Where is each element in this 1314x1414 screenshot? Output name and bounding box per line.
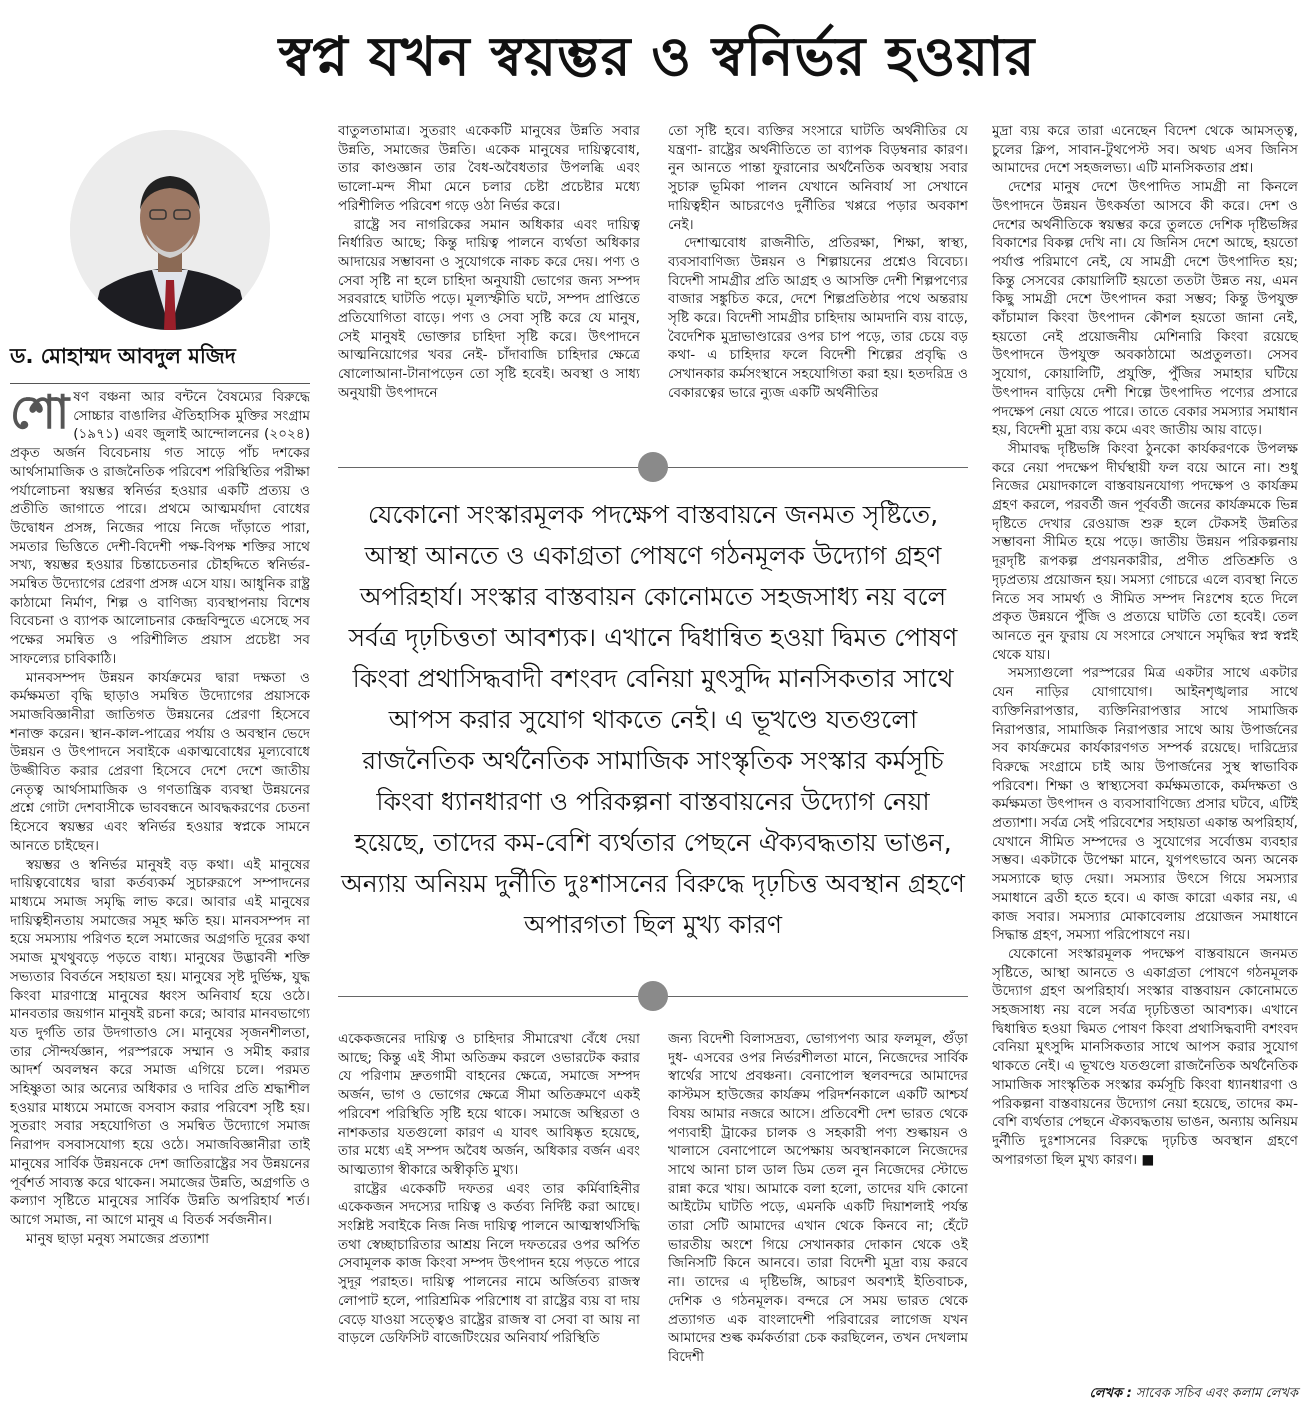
pull-quote-bottom-dot	[638, 981, 668, 1011]
author-credit	[992, 1384, 1298, 1405]
column-2-bottom	[338, 1030, 640, 1406]
column-4	[992, 122, 1298, 1380]
pull-quote-top-dot	[638, 452, 668, 482]
paragraph: রাষ্ট্রের একেকটি দফতর এবং তার কর্মিবাহিনীর একেকজন সদস্যের দায়িত্ব ও কর্তব্য নির্দিষ্ট করা আছে। সংশ্লিষ্ট সবাইকে নিজ নিজ দায়িত্ব পালনে আত্মস্বার্থসিদ্ধি তথা স্বেচ্ছাচারিতার আশ্রয় নিলে দফতরের ওপর অর্পিত সেবামূলক কাজ কিংবা সম্পদ উৎপাদন হয়ে পড়তে পারে সুদূর পরাহত। দায়িত্ব পালনের নামে অর্জিতব্য রাজস্ব লোপাট হলে, পারিশ্রমিক পরিশোধ বা রাষ্ট্রের ব্যয় বা দায় বেড়ে যাওয়া সত্ত্বেও রাষ্ট্রের রাজস্ব বা সেবা বা আয় না বাড়লে ডেফিসিট বাজেটিংয়ের অনিবার্য পরিস্থিতি	[338, 1180, 640, 1347]
pull-quote: যেকোনো সংস্কারমূলক পদক্ষেপ বাস্তবায়নে জনমত সৃষ্টিতে, আস্থা আনতে ও একাগ্রতা পোষণে গঠনমূলক উদ্যোগ গ্রহণ অপরিহার্য। সংস্কার বাস্তবায়ন কোনোমতে সহজসাধ্য নয় বলে সর্বত্র দৃঢ়চিত্ততা আবশ্যক। এখানে দ্বিধান্বিত হওয়া দ্বিমত পোষণ কিংবা প্রথাসিদ্ধবাদী বশংবদ বেনিয়া মুৎসুদ্দি মানসিকতার সাথে আপস করার সুযোগ থাকতে নেই। এ ভূখণ্ডে যতগুলো রাজনৈতিক অর্থনৈতিক সামাজিক সাংস্কৃতিক সংস্কার কর্মসূচি কিংবা ধ্যানধারণা ও পরিকল্পনা বাস্তবায়নের উদ্যোগ নেয়া হয়েছে, তাদের কম-বেশি ব্যর্থতার পেছনে ঐক্যবদ্ধতায় ভাঙন, অন্যায় অনিয়ম দুর্নীতি দুঃশাসনের বিরুদ্ধে দৃঢ়চিত্ত অবস্থান গ্রহণে অপারগতা ছিল মুখ্য কারণ	[341, 500, 965, 939]
column-3-bottom	[668, 1030, 968, 1406]
paragraph: সীমাবদ্ধ দৃষ্টিভঙ্গি কিংবা ঠুনকো কার্যকরণকে উপলক্ষ করে নেয়া পদক্ষেপ দীর্ঘস্থায়ী ফল বয়ে আনে না। শুধু নিজের মেয়াদকালে বাস্তবায়নযোগ্য পদক্ষেপ ও কার্যক্রম গ্রহণ করলে, পরবর্তী জন পূর্ববর্তী জনের কার্যক্রমকে ভিন্ন দৃষ্টিতে দেখার রেওয়াজ শুরু হলে টেকসই উন্নতির সম্ভাবনা সীমিত হয়ে পড়ে। জাতীয় উন্নয়ন পরিকল্পনায় দূরদৃষ্টি রূপকল্প প্রণয়নকারীর, প্রণীত প্রতিশ্রুতি ও দৃঢ়প্রত্যয় প্রয়োজন হয়। সমস্যা গোচরে এলে ব্যবস্থা নিতে নিতে সব সামর্থ্য ও সীমিত সম্পদ নিঃশেষ হতে দিলে প্রকৃত উন্নয়নে পুঁজি ও প্রত্যয়ে ঘাটতি তো হবেই। তেল আনতে নুন ফুরায় যে সংসারে সেখানে সমৃদ্ধির স্বপ্ন স্বপ্নই থেকে যায়।	[992, 440, 1298, 663]
paragraph: যেকোনো সংস্কারমূলক পদক্ষেপ বাস্তবায়নে জনমত সৃষ্টিতে, আস্থা আনতে ও একাগ্রতা পোষণে গঠনমূলক উদ্যোগ গ্রহণ অপরিহার্য। সংস্কার বাস্তবায়ন কোনোমতে সহজসাধ্য নয় বলে সর্বত্র দৃঢ়চিত্ততা আবশ্যক। এখানে দ্বিধান্বিত হওয়া দ্বিমত পোষণ কিংবা প্রথাসিদ্ধবাদী বশংবদ বেনিয়া মুৎসুদ্দি মানসিকতার সাথে আপস করার সুযোগ থাকতে নেই। এ ভূখণ্ডে যতগুলো রাজনৈতিক অর্থনৈতিক সামাজিক সাংস্কৃতিক সংস্কার কর্মসূচি কিংবা ধ্যানধারণা ও পরিকল্পনা বাস্তবায়নের উদ্যোগ নেয়া হয়েছে, তাদের কম-বেশি ব্যর্থতার পেছনে ঐক্যবদ্ধতায় ভাঙন, অন্যায় অনিয়ম দুর্নীতি দুঃশাসনের বিরুদ্ধে দৃঢ়চিত্ত অবস্থান গ্রহণে অপারগতা ছিল মুখ্য কারণ। ■	[992, 945, 1298, 1168]
author-credit-text: সাবেক সচিব এবং কলাম লেখক	[1131, 1386, 1298, 1401]
paragraph: বাতুলতামাত্র। সুতরাং একেকটি মানুষের উন্নতি সবার উন্নতি, সমাজের উন্নতি। একেক মানুষের দায়িত্ববোধ, তার কাণ্ডজ্ঞান তার বৈধ-অবৈধতার উপলব্ধি এবং ভালো-মন্দ সীমা মেনে চলার চেষ্টা প্রচেষ্টার মধ্যে পরিশীলিত পরিবেশ গড়ে ওঠা নির্ভর করে।	[338, 123, 640, 214]
paragraph: দেশের মানুষ দেশে উৎপাদিত সামগ্রী না কিনলে উৎপাদনে উন্নয়ন উৎকর্ষতা আসবে কী করে। দেশ ও দেশের অর্থনীতিকে স্বয়ম্ভর করে তুলতে দেশিক দৃষ্টিভঙ্গির বিকাশের বিকল্প দেখি না। যে জিনিস দেশে আছে, হয়তো পর্যাপ্ত পরিমাণে নেই, যে সামগ্রী দেশে উৎপাদিত হয়; কিন্তু সেসবের কোয়ালিটি হয়তো ততটা উন্নত নয়, এমন কিছু সামগ্রী দেশে উৎপাদন করা সম্ভব; কিন্তু উপযুক্ত কাঁচামাল কিংবা উৎপাদন কৌশল হয়তো জানা নেই, হয়তো নেই প্রয়োজনীয় মেশিনারি কিংবা রয়েছে উৎপাদনে উপযুক্ত অবকাঠামো অপ্রতুলতা। সেসব সুযোগ, কোয়ালিটি, প্রযুক্তি, পুঁজির সমাহার ঘটিয়ে উৎপাদন বাড়িয়ে দেশী শিল্পে উৎপাদিত পণ্যের প্রসারে পদক্ষেপ নেয়া যেতে পারে। তাতে বেকার সমস্যার সমাধান হয়, বিদেশী মুদ্রা ব্যয় কমে এবং জাতীয় আয় বাড়ে।	[992, 179, 1298, 439]
author-portrait-icon	[70, 130, 270, 330]
column-2-top	[338, 122, 640, 434]
paragraph: স্বয়ম্ভর ও স্বনির্ভর মানুষই বড় কথা। এই মানুষের দায়িত্ববোধের দ্বারা কর্তব্যকর্ম সুচারুরূপে সম্পাদনের মাধ্যমে সমাজ সমৃদ্ধি লাভ করে। আবার এই মানুষের দায়িত্বহীনতায় সমাজের সমূহ ক্ষতি হয়। মানবসম্পদ না হয়ে সমস্যায় পরিণত হলে সমাজের অগ্রগতি দূরের কথা সমাজ মুখথুবড়ে পড়তে বাধ্য। মানুষের উদ্ভাবনী শক্তি সভ্যতার বিবর্তনে সহায়তা হয়। মানুষের সৃষ্ট দুর্ভিক্ষ, যুদ্ধ কিংবা মারণাস্ত্রে মানুষের ধ্বংস অনিবার্য হয়ে ওঠে। মানবতার জয়গান মানুষই রচনা করে; আবার মানবভাগ্যে যত দুর্গতি তার উদগাতাও সে। মানুষের সৃজনশীলতা, তার সৌন্দর্যজ্ঞান, পরস্পরকে সম্মান ও সমীহ করার আদর্শ অবলম্বন করে সমাজ এগিয়ে চলে। পরমত সহিষ্ণুতা আর অন্যের অধিকার ও দাবির প্রতি শ্রদ্ধাশীল হওয়ার মাধ্যমে সমাজে বসবাস করার পরিবেশ সৃষ্টি হয়। সুতরাং সবার সহযোগিতা ও সমন্বিত উদ্যোগে সমাজ নিরাপদ বসবাসযোগ্য হয়ে ওঠে। সমাজবিজ্ঞানীরা তাই মানুষের সার্বিক উন্নয়নকে দেশ জাতিরাষ্ট্রের সব উন্নয়নের পূর্বশর্ত সাব্যস্ত করে থাকেন। সমাজের উন্নতি, অগ্রগতি ও কল্যাণ সৃষ্টিতে মানুষের সার্বিক উন্নতি অপরিহার্য শর্ত। আগে সমাজ, না আগে মানুষ এ বিতর্ক সর্বজনীন।	[10, 856, 310, 1228]
paragraph: মানবসম্পদ উন্নয়ন কার্যক্রমের দ্বারা দক্ষতা ও কর্মক্ষমতা বৃদ্ধি ছাড়াও সমন্বিত উদ্যোগের প্রয়াসকে সমাজবিজ্ঞানীরা জাতিগত উন্নয়নের প্রেরণা হিসেবে শনাক্ত করেন। স্থান-কাল-পাত্রের পর্যায় ও অবস্থান ভেদে উন্নয়ন ও উৎপাদনে সবাইকে একাত্মবোধের মূল্যবোধে উজ্জীবিত করার প্রেরণা হিসেবে দেশে দেশে জাতীয় নেতৃত্ব আর্থসামাজিক ও গণতান্ত্রিক ব্যবস্থা উন্নয়নের প্রশ্নে গোটা দেশবাসীকে ভাববন্ধনে আবদ্ধকরণের চেতনা হিসেবে স্বয়ম্ভর এবং স্বনির্ভর হওয়ার স্বপ্নকে সামনে আনতে চাইছেন।	[10, 669, 310, 854]
paragraph: মুদ্রা ব্যয় করে তারা এনেছেন বিদেশ থেকে আমসত্ত্ব, চুলের ক্লিপ, সাবান-টুথপেস্ট সব। অথচ এসব জিনিস আমাদের দেশে সহজলভ্য। এটি মানসিকতার প্রশ্ন।	[992, 123, 1298, 177]
drop-cap: শো	[10, 388, 70, 439]
column-3-top	[668, 122, 968, 434]
column-1	[10, 388, 310, 1406]
author-credit-label: লেখক :	[1089, 1386, 1132, 1401]
paragraph: সমস্যাগুলো পরস্পরের মিত্র একটার সাথে একটার যেন নাড়ির যোগাযোগ। আইনশৃঙ্খলার সাথে ব্যক্তিনিরাপত্তার, ব্যক্তিনিরাপত্তার সাথে সামাজিক নিরাপত্তার, সামাজিক নিরাপত্তার সাথে আয় উপার্জনের সব কার্যক্রমের কার্যকারণগত সম্পর্ক রয়েছে। দারিদ্র্যের বিরুদ্ধে সংগ্রামে চাই আয় উপার্জনের সুস্থ স্বাভাবিক পরিবেশ। শিক্ষা ও স্বাস্থ্যসেবা কর্মক্ষমতাকে, কর্মদক্ষতা ও কর্মক্ষমতা উৎপাদন ও ব্যবসাবাণিজ্যে প্রসার ঘটবে, এটিই প্রত্যাশা। সর্বত্র সেই পরিবেশের সহায়তা একান্ত অপরিহার্য, যেখানে সীমিত সম্পদের ও সুযোগের সর্বোত্তম ব্যবহার সম্ভব। একটাকে উপেক্ষা মানে, যুগপৎভাবে অন্য অনেক সমস্যাকে ছাড় দেয়া। সমস্যার উৎসে গিয়ে সমস্যার সমাধানে ব্রতী হতে হবে। এ কাজ কারো একার নয়, এ কাজ সবার। সমস্যার মোকাবেলায় প্রয়োজন সমাধানে সিদ্ধান্ত গ্রহণ, সমস্যা পরিপোষণে নয়।	[992, 665, 1298, 944]
headline: স্বপ্ন যখন স্বয়ম্ভর ও স্বনির্ভর হওয়ার	[278, 25, 1036, 88]
paragraph: জন্য বিদেশী বিলাসদ্রব্য, ভোগ্যপণ্য আর ফলমূল, গুঁড়া দুধ- এসবের ওপর নির্ভরশীলতা মানে, নিজেদের সার্বিক স্বার্থের সাথে প্রবঞ্চনা। বেনাপোল স্থলবন্দরে আমাদের কাস্টমস হাউজের কার্যক্রম পরিদর্শনকালে একটি আশ্চর্য বিষয় আমার নজরে আসে। প্রতিবেশী দেশ ভারত থেকে পণ্যবাহী ট্রাকের চালক ও সহকারী পণ্য শুল্কায়ন ও খালাসে বেনাপোলে অপেক্ষায় অবস্থানকালে নিজেদের সাথে আনা চাল ডাল ডিম তেল নুন নিজেদের স্টোভে রান্না করে খায়। আমাকে বলা হলো, তাদের যদি কোনো আইটেম ঘাটতি পড়ে, এমনকি একটি দিয়াশলাই পর্যন্ত তারা সেটি আমাদের এখান থেকে কিনবে না; হেঁটে ভারতীয় অংশে গিয়ে সেখানকার দোকান থেকে ওই জিনিসটি কিনে আনবে। তারা বিদেশী মুদ্রা ব্যয় করবে না। তাদের এ দৃষ্টিভঙ্গি, আচরণ অবশ্যই ইতিবাচক, দেশিক ও গঠনমূলক। বন্দরে সে সময় ভারত থেকে প্রত্যাগত এক বাংলাদেশী পরিবারের লাগেজ যখন আমাদের শুল্ক কর্মকর্তারা চেক করছিলেন, তখন দেখলাম বিদেশী	[668, 1031, 968, 1365]
paragraph: তো সৃষ্টি হবে। ব্যক্তির সংসারে ঘাটতি অর্থনীতির যে যন্ত্রণা- রাষ্ট্রের অর্থনীতিতে তা ব্যাপক বিড়ম্বনার কারণ। নুন আনতে পান্তা ফুরানোর অর্থনৈতিক অবস্থায় সবার সুচারু ভূমিকা পালন যেখানে অনিবার্য সা সেখানে দায়িত্বহীন আচরণেও দুর্নীতির খপ্পরে পড়ার অবকাশ নেই।	[668, 123, 968, 233]
paragraph: একেকজনের দায়িত্ব ও চাহিদার সীমারেখা বেঁধে দেয়া আছে; কিন্তু এই সীমা অতিক্রম করলে ওভারটেক করার যে পরিণাম দ্রুতগামী বাহনের ক্ষেত্রে, সমাজে সম্পদ অর্জন, ভাগ ও ভোগের ক্ষেত্রে সীমা অতিক্রমণে একই পরিবেশ পরিস্থিতি সৃষ্টি হয়ে থাকে। সমাজে অস্থিরতা ও নাশকতার যতগুলো কারণ এ যাবৎ আবিষ্কৃত হয়েছে, তার মধ্যে এই সম্পদ অবৈধ অর্জন, অধিকার বর্জন এবং আত্মত্যাগ স্বীকারে অস্বীকৃতি মুখ্য।	[338, 1031, 640, 1178]
paragraph: মানুষ ছাড়া মনুষ্য সমাজের প্রত্যাশা	[26, 1230, 210, 1247]
author-photo	[70, 130, 270, 330]
author-name: ড. মোহাম্মদ আবদুল মজিদ	[10, 340, 310, 384]
paragraph: দেশাত্মবোধ রাজনীতি, প্রতিরক্ষা, শিক্ষা, স্বাস্থ্য, ব্যবসাবাণিজ্য উন্নয়ন ও শিল্পায়নের প্রশ্নেও বিবেচ্য। বিদেশী সামগ্রীর প্রতি আগ্রহ ও আসক্তি দেশী শিল্পপণ্যের বাজার সঙ্কুচিত করে, দেশে শিল্পপ্রতিষ্ঠার পথে অন্তরায় সৃষ্টি করে। বিদেশী সামগ্রীর চাহিদায় আমদানি ব্যয় বাড়ে, বৈদেশিক মুদ্রাভাণ্ডারের ওপর চাপ পড়ে, তার চেয়ে বড় কথা- এ চাহিদার ফলে বিদেশী শিল্পের প্রবৃদ্ধি ও সেখানকার কর্মসংস্থানে সহযোগিতা করা হয়। হতদরিদ্র ও বেকারত্বের ভারে ন্যুজ একটি অর্থনীতির	[668, 235, 968, 401]
paragraph: রাষ্ট্রে সব নাগরিকের সমান অধিকার এবং দায়িত্ব নির্ধারিত আছে; কিন্তু দায়িত্ব পালনে ব্যর্থতা অধিকার আদায়ের সম্ভাবনা ও সুযোগকে নাকচ করে দেয়। পণ্য ও সেবা সৃষ্টি না হলে চাহিদা অনুযায়ী ভোগের জন্য সম্পদ সরবরাহে ঘাটতি পড়ে। মূল্যস্ফীতি ঘটে, সম্পদ প্রাপ্তিতে প্রতিযোগিতা বাড়ে। পণ্য ও সেবা সৃষ্টি করে যে মানুষ, সেই মানুষই ভোক্তার চাহিদা সৃষ্টি করে। উৎপাদনে আত্মনিয়োগের খবর নেই- চাঁদাবাজি চাহিদার ক্ষেত্রে ষোলোআনা-টানাপড়েন তো সৃষ্টি হবেই। অবস্থা ও সাধ্য অনুযায়ী উৎপাদনে	[338, 216, 640, 401]
paragraph	[10, 388, 310, 669]
paragraph-text: ষণ বঞ্চনা আর বন্টনে বৈষম্যের বিরুদ্ধে সোচ্চার বাঙালির ঐতিহাসিক মুক্তির সংগ্রাম (১৯৭১) এবং জুলাই আন্দোলনের (২০২৪) প্রকৃত অর্জন বিবেচনায় গত সাড়ে পাঁচ দশকের আর্থসামাজিক ও রাজনৈতিক পরিবেশ পরিস্থিতির পরীক্ষা পর্যালোচনা স্বয়ম্ভর স্বনির্ভর হওয়ার একটি প্রত্যয় ও প্রতীতি জাগাতে পারে। প্রথমে আত্মমর্যাদা বোধের উদ্বোধন প্রসঙ্গ, নিজের পায়ে নিজে দাঁড়াতে পারা, সমতার ভিত্তিতে দেশী-বিদেশী পক্ষ-বিপক্ষ শক্তির সাথে সখ্য, স্বয়ম্ভর হওয়ার চিন্তাচেতনার চৌহদ্দিতে স্বনির্ভর-সমন্বিত উদ্যোগের প্রেরণা প্রসঙ্গ এসে যায়। আধুনিক রাষ্ট্র কাঠামো নির্মাণ, শিল্প ও বাণিজ্য ব্যবস্থাপনায় বিশেষ বিবেচনা ও ব্যাপক আলোচনার কেন্দ্রবিন্দুতে এসেছে সব পক্ষের সমন্বিত ও পরিশীলিত প্রয়াস প্রচেষ্টা সব সাফল্যের চাবিকাঠি।	[10, 389, 310, 667]
